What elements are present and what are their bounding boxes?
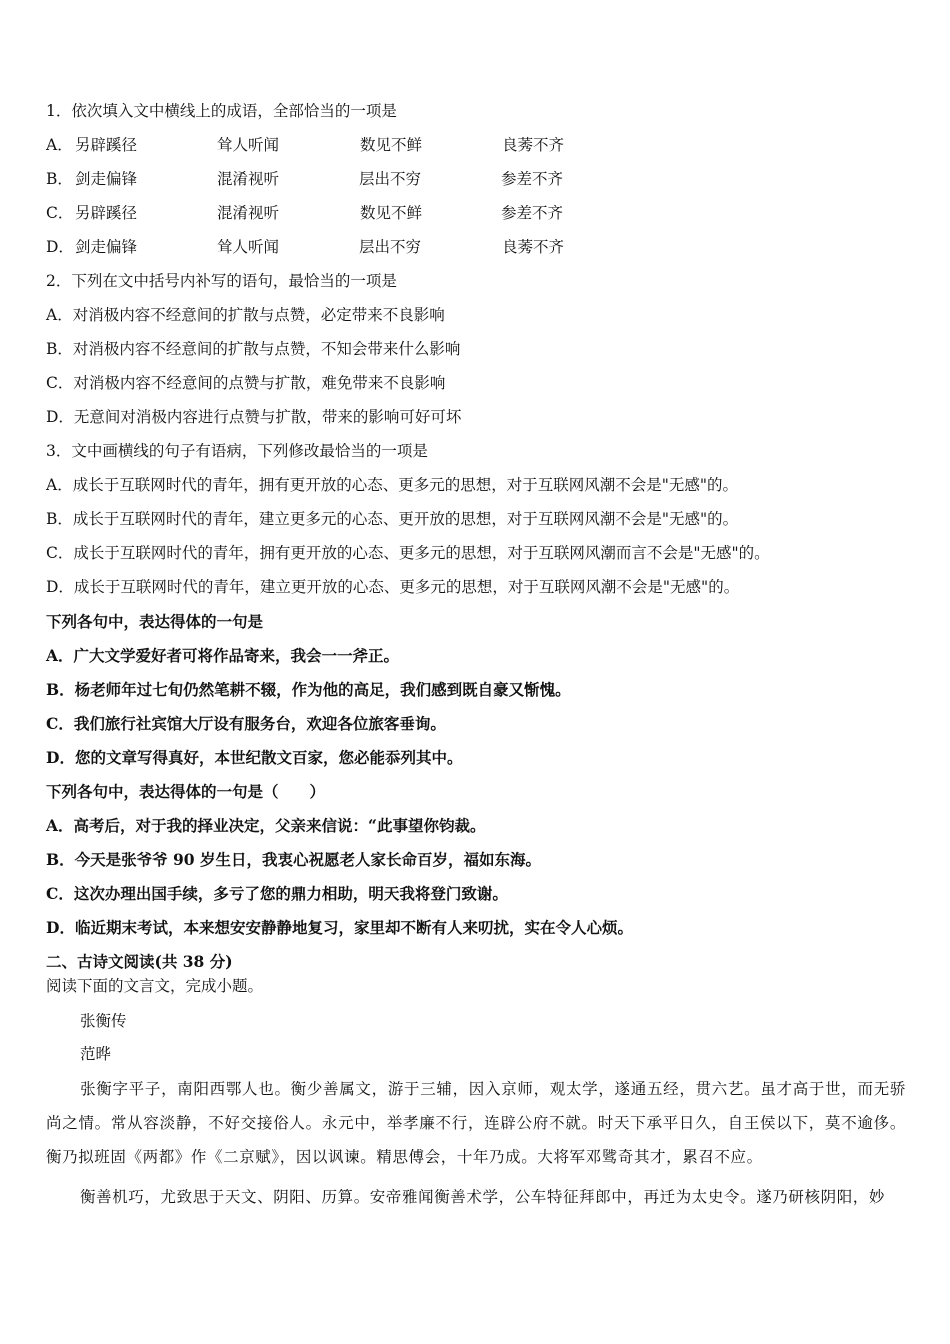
q3-option-a: A．成长于互联网时代的青年，拥有更开放的心态、更多元的思想，对于互联网风潮不会是"无感"的。 bbox=[46, 476, 738, 494]
q1-option-c bbox=[46, 202, 564, 224]
paragraph-text: 衡善机巧，尤致思于天文、阴阳、历算。安帝雅闻衡善术学，公车特征拜郎中，再迁为太史令。遂乃研核阴阳，妙 bbox=[80, 1188, 886, 1206]
q2-option-b: B．对消极内容不经意间的扩散与点赞，不知会带来什么影响 bbox=[46, 340, 461, 358]
idiom: 良莠不齐 bbox=[502, 136, 565, 154]
idiom: 耸人听闻 bbox=[217, 136, 280, 154]
passage-paragraph-1 bbox=[46, 1072, 906, 1174]
q4-option-c: C．我们旅行社宾馆大厅设有服务台，欢迎各位旅客垂询。 bbox=[46, 714, 446, 733]
passage-author: 范晔 bbox=[80, 1045, 112, 1063]
q5-option-b: B．今天是张爷爷 90 岁生日，我衷心祝愿老人家长命百岁，福如东海。 bbox=[46, 850, 541, 869]
q5-option-c: C．这次办理出国手续，多亏了您的鼎力相助，明天我将登门致谢。 bbox=[46, 884, 508, 903]
idiom: 参差不齐 bbox=[501, 170, 564, 188]
q4-option-a: A．广大文学爱好者可将作品寄来，我会一一斧正。 bbox=[46, 646, 400, 665]
q3-stem: 3．文中画横线的句子有语病，下列修改最恰当的一项是 bbox=[46, 442, 428, 460]
option-label: A． bbox=[46, 136, 73, 154]
paragraph-text: 张衡字平子，南阳西鄂人也。衡少善属文，游于三辅，因入京师，观太学，遂通五经，贯六艺。虽才高于世，而无骄尚之情。常从容淡静，不好交接俗人。永元中，举孝廉不行，连辟公府不就。时天下承平日久，自王侯以下，莫不逾侈。衡乃拟班固《两都》作《二京赋》，因以讽谏。精思傅会，十年乃成。大将军邓骘奇其才，累召不应。 bbox=[46, 1080, 906, 1166]
idiom: 数见不鲜 bbox=[360, 136, 423, 154]
option-label: D． bbox=[46, 238, 74, 256]
idiom: 混淆视听 bbox=[217, 170, 280, 188]
option-label: C． bbox=[46, 204, 74, 222]
section-instruction: 阅读下面的文言文，完成小题。 bbox=[46, 977, 264, 995]
passage-title: 张衡传 bbox=[80, 1012, 127, 1030]
q3-option-d: D．成长于互联网时代的青年，建立更开放的心态、更多元的思想，对于互联网风潮不会是"无感"的。 bbox=[46, 578, 740, 596]
idiom: 层出不穷 bbox=[359, 238, 422, 256]
q5-stem: 下列各句中，表达得体的一句是（ ） bbox=[46, 782, 326, 801]
idiom: 数见不鲜 bbox=[360, 204, 423, 222]
q4-stem: 下列各句中，表达得体的一句是 bbox=[46, 612, 264, 631]
idiom: 混淆视听 bbox=[217, 204, 280, 222]
q2-option-d: D．无意间对消极内容进行点赞与扩散，带来的影响可好可坏 bbox=[46, 408, 462, 426]
q5-option-d: D．临近期末考试，本来想安安静静地复习，家里却不断有人来叨扰，实在令人心烦。 bbox=[46, 918, 633, 937]
idiom: 良莠不齐 bbox=[502, 238, 565, 256]
q1-option-b bbox=[46, 168, 564, 190]
section-heading: 二、古诗文阅读(共 38 分) bbox=[46, 952, 233, 971]
passage-paragraph-2 bbox=[46, 1180, 906, 1214]
q1-option-a bbox=[46, 134, 565, 156]
idiom: 另辟蹊径 bbox=[75, 204, 138, 222]
option-label: B． bbox=[46, 170, 73, 188]
idiom: 参差不齐 bbox=[501, 204, 564, 222]
q3-option-c: C．成长于互联网时代的青年，拥有更开放的心态、更多元的思想，对于互联网风潮而言不会是"无感"的。 bbox=[46, 544, 770, 562]
idiom: 另辟蹊径 bbox=[75, 136, 138, 154]
idiom: 耸人听闻 bbox=[217, 238, 280, 256]
q2-stem: 2．下列在文中括号内补写的语句，最恰当的一项是 bbox=[46, 272, 397, 290]
q3-option-b: B．成长于互联网时代的青年，建立更多元的心态、更开放的思想，对于互联网风潮不会是"无感"的。 bbox=[46, 510, 739, 528]
q2-option-c: C．对消极内容不经意间的点赞与扩散，难免带来不良影响 bbox=[46, 374, 446, 392]
q4-option-b: B．杨老师年过七旬仍然笔耕不辍，作为他的高足，我们感到既自豪又惭愧。 bbox=[46, 680, 571, 699]
q1-option-d bbox=[46, 236, 565, 258]
idiom: 剑走偏锋 bbox=[75, 170, 138, 188]
idiom: 剑走偏锋 bbox=[75, 238, 138, 256]
q1-stem: 1．依次填入文中横线上的成语，全部恰当的一项是 bbox=[46, 102, 397, 120]
idiom: 层出不穷 bbox=[359, 170, 422, 188]
q2-option-a: A．对消极内容不经意间的扩散与点赞，必定带来不良影响 bbox=[46, 306, 445, 324]
q5-option-a: A．高考后，对于我的择业决定，父亲来信说：“此事望你钧裁。 bbox=[46, 816, 486, 835]
q4-option-d: D．您的文章写得真好，本世纪散文百家，您必能忝列其中。 bbox=[46, 748, 463, 767]
